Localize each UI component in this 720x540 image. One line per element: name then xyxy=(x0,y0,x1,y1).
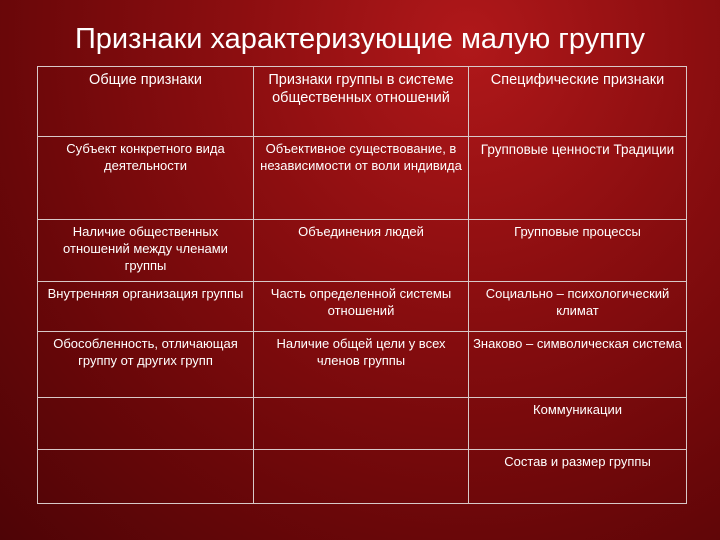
table-cell: Групповые ценности Традиции xyxy=(469,137,687,220)
table-cell: Социально – психологический климат xyxy=(469,282,687,332)
table-cell: Коммуникации xyxy=(469,398,687,450)
table-cell: Групповые процессы xyxy=(469,220,687,282)
table-row xyxy=(38,282,687,332)
table-cell: Объединения людей xyxy=(254,220,469,282)
table-row xyxy=(38,450,687,504)
table-cell xyxy=(38,398,254,450)
table-cell: Наличие общественных отношений между членами группы xyxy=(38,220,254,282)
table-row xyxy=(38,220,687,282)
header-specific-features: Специфические признаки xyxy=(469,67,687,137)
table-row xyxy=(38,137,687,220)
table-cell: Знаково – символическая система xyxy=(469,332,687,398)
table-cell xyxy=(38,450,254,504)
table-cell: Субъект конкретного вида деятельности xyxy=(38,137,254,220)
table-cell: Состав и размер группы xyxy=(469,450,687,504)
table-cell: Внутренняя организация группы xyxy=(38,282,254,332)
table-row xyxy=(38,332,687,398)
header-social-relations-features: Признаки группы в системе общественных отношений xyxy=(254,67,469,137)
table-cell: Обособленность, отличающая группу от других групп xyxy=(38,332,254,398)
slide-title: Признаки характеризующие малую группу xyxy=(74,23,646,55)
table-cell xyxy=(254,450,469,504)
table-header-row xyxy=(38,67,687,137)
table-row xyxy=(38,398,687,450)
table-cell: Объективное существование, в независимости от воли индивида xyxy=(254,137,469,220)
table-cell xyxy=(254,398,469,450)
header-general-features: Общие признаки xyxy=(38,67,254,137)
features-table xyxy=(37,66,687,504)
table-cell: Наличие общей цели у всех членов группы xyxy=(254,332,469,398)
table-cell: Часть определенной системы отношений xyxy=(254,282,469,332)
